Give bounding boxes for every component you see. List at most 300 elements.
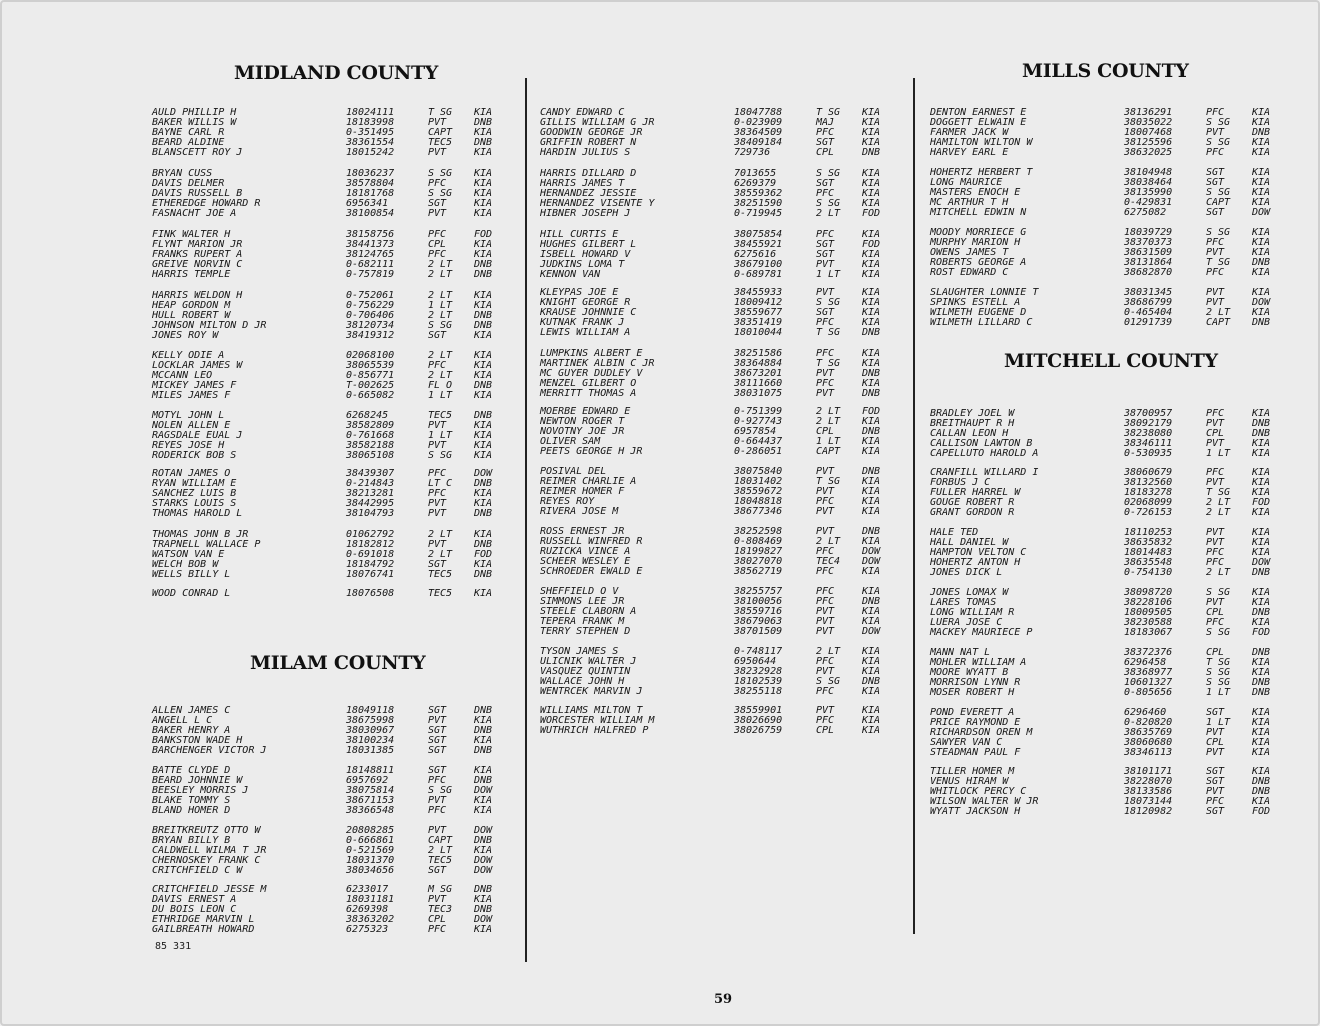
entry-name: HARRIS DILLARD D [540, 168, 637, 179]
entry-group [930, 288, 1290, 328]
entry-name: MOHLER WILLIAM A [930, 657, 1027, 668]
entry-name: MENZEL GILBERT O [540, 378, 637, 389]
entry-serial-number: 38635548 [1124, 557, 1173, 568]
entry-name: BEESLEY MORRIS J [152, 785, 249, 796]
entry-name: ROBERTS GEORGE A [930, 257, 1027, 268]
entry-status: DOW [474, 855, 493, 866]
entry-name: GAILBREATH HOWARD [152, 924, 255, 935]
entry-status: KIA [862, 358, 881, 369]
entry-name: GOODWIN GEORGE JR [540, 127, 643, 138]
entry-name: BEARD ALDINE [152, 137, 225, 148]
entry-status: KIA [1252, 107, 1271, 118]
entry-status: KIA [474, 330, 493, 341]
entry-name: TERRY STEPHEN D [540, 626, 631, 637]
entry-serial-number: 38111660 [734, 378, 783, 389]
entry-status: DNB [474, 745, 493, 756]
entry-rank: PFC [1206, 408, 1225, 419]
entry-serial-number: 18184792 [346, 559, 395, 570]
entry-name: JOHNSON MILTON D JR [152, 320, 267, 331]
entry-serial-number: 0-521569 [346, 845, 395, 856]
entry-name: PEETS GEORGE H JR [540, 446, 643, 457]
entry-group [152, 589, 512, 599]
entry-status: DOW [1252, 297, 1271, 308]
entry-name: JONES ROY W [152, 330, 219, 341]
entry-name: CHERNOSKEY FRANK C [152, 855, 261, 866]
entry-serial-number: 18031402 [734, 476, 783, 487]
entry-serial-number: 18073144 [1124, 796, 1173, 807]
entry-serial-number: 18009505 [1124, 607, 1173, 618]
entry-rank: SGT [816, 137, 835, 148]
entry-status: KIA [862, 249, 881, 260]
roster-entry [930, 148, 1290, 158]
entry-name: HOHERTZ HERBERT T [930, 167, 1033, 178]
entry-rank: SGT [428, 765, 447, 776]
entry-rank: PVT [816, 526, 835, 537]
entry-rank: T SG [1206, 657, 1231, 668]
entry-status: DNB [1252, 428, 1271, 439]
entry-serial-number: 38559672 [734, 486, 783, 497]
page-number: 59 [714, 992, 733, 1007]
entry-rank: PVT [816, 466, 835, 477]
entry-group [930, 648, 1290, 698]
entry-status: KIA [1252, 537, 1271, 548]
roster-entry [930, 208, 1290, 218]
entry-serial-number: 38441373 [346, 239, 395, 250]
entry-rank: 2 LT [816, 406, 841, 417]
entry-name: TEPERA FRANK M [540, 616, 625, 627]
entry-group [152, 108, 512, 158]
entry-rank: T SG [816, 327, 841, 338]
entry-name: FARMER JACK W [930, 127, 1009, 138]
roster-entry [540, 487, 900, 497]
entry-name: DENTON EARNEST E [930, 107, 1027, 118]
entry-serial-number: 38701509 [734, 626, 783, 637]
entry-serial-number: 6296458 [1124, 657, 1167, 668]
entry-serial-number: 18007468 [1124, 127, 1173, 138]
entry-name: RUZICKA VINCE A [540, 546, 631, 557]
entry-rank: PVT [1206, 727, 1225, 738]
entry-serial-number: 6268245 [346, 410, 389, 421]
entry-rank: SGT [1206, 177, 1225, 188]
entry-serial-number: T-002625 [346, 380, 395, 391]
entry-name: BLAKE TOMMY S [152, 795, 231, 806]
entry-name: AULD PHILLIP H [152, 107, 237, 118]
entry-status: DNB [474, 380, 493, 391]
entry-serial-number: 38419312 [346, 330, 395, 341]
entry-rank: PFC [1206, 796, 1225, 807]
entry-rank: PVT [428, 498, 447, 509]
entry-status: DNB [474, 269, 493, 280]
entry-status: DNB [1252, 647, 1271, 658]
entry-serial-number: 18039729 [1124, 227, 1173, 238]
entry-rank: 2 LT [428, 370, 453, 381]
entry-serial-number: 0-754130 [1124, 567, 1173, 578]
entry-name: DAVIS RUSSELL B [152, 188, 243, 199]
entry-name: DU BOIS LEON C [152, 904, 237, 915]
entry-group [540, 108, 900, 158]
entry-serial-number: 38065108 [346, 450, 395, 461]
entry-status: KIA [862, 107, 881, 118]
entry-status: FOD [474, 229, 493, 240]
entry-name: FRANKS RUPERT A [152, 249, 243, 260]
entry-status: KIA [474, 498, 493, 509]
entry-rank: SGT [816, 239, 835, 250]
entry-name: GRANT GORDON R [930, 507, 1015, 518]
entry-serial-number: 18010044 [734, 327, 783, 338]
entry-serial-number: 38133586 [1124, 786, 1173, 797]
entry-status: KIA [474, 924, 493, 935]
entry-status: DNB [862, 596, 881, 607]
entry-rank: PVT [816, 606, 835, 617]
entry-status: KIA [862, 476, 881, 487]
entry-rank: PVT [816, 626, 835, 637]
entry-rank: T SG [1206, 487, 1231, 498]
entry-status: KIA [1252, 147, 1271, 158]
entry-rank: 2 LT [428, 310, 453, 321]
entry-status: KIA [862, 606, 881, 617]
entry-status: KIA [1252, 187, 1271, 198]
entry-serial-number: 38035022 [1124, 117, 1173, 128]
entry-status: KIA [1252, 237, 1271, 248]
entry-status: KIA [474, 290, 493, 301]
entry-name: POSIVAL DEL [540, 466, 607, 477]
entry-status: DNB [474, 725, 493, 736]
entry-status: KIA [862, 436, 881, 447]
entry-serial-number: 38230588 [1124, 617, 1173, 628]
entry-rank: SGT [428, 725, 447, 736]
entry-status: KIA [474, 188, 493, 199]
entry-rank: PVT [1206, 438, 1225, 449]
entry-rank: S SG [816, 198, 841, 209]
entry-rank: PVT [428, 208, 447, 219]
entry-serial-number: 38092179 [1124, 418, 1173, 429]
entry-status: KIA [1252, 587, 1271, 598]
entry-name: HARRIS TEMPLE [152, 269, 231, 280]
entry-serial-number: 0-666861 [346, 835, 395, 846]
entry-name: BANKSTON WADE H [152, 735, 243, 746]
entry-rank: LT C [428, 478, 453, 489]
entry-status: KIA [862, 178, 881, 189]
entry-name: FINK WALTER H [152, 229, 231, 240]
entry-name: WILMETH EUGENE D [930, 307, 1027, 318]
entry-group [930, 767, 1290, 817]
entry-name: BRADLEY JOEL W [930, 408, 1015, 419]
entry-name: MASTERS ENOCH E [930, 187, 1021, 198]
entry-serial-number: 0-751399 [734, 406, 783, 417]
entry-serial-number: 38346111 [1124, 438, 1173, 449]
entry-rank: TEC5 [428, 588, 453, 599]
entry-serial-number: 18199827 [734, 546, 783, 557]
entry-serial-number: 38635769 [1124, 727, 1173, 738]
entry-status: DNB [474, 478, 493, 489]
entry-status: DNB [862, 327, 881, 338]
entry-name: SCHROEDER EWALD E [540, 566, 643, 577]
entry-name: LONG MAURICE [930, 177, 1003, 188]
entry-rank: S SG [1206, 227, 1231, 238]
entry-status: KIA [862, 705, 881, 716]
entry-rank: TEC4 [816, 556, 841, 567]
entry-status: FOD [1252, 627, 1271, 638]
entry-status: KIA [862, 287, 881, 298]
entry-serial-number: 18102539 [734, 676, 783, 687]
entry-serial-number: 38671153 [346, 795, 395, 806]
entry-rank: PVT [1206, 597, 1225, 608]
entry-name: LARES TOMAS [930, 597, 997, 608]
entry-status: DOW [862, 626, 881, 637]
entry-status: KIA [474, 894, 493, 905]
entry-rank: SGT [816, 249, 835, 260]
entry-rank: 1 LT [428, 430, 453, 441]
entry-name: STEELE CLABORN A [540, 606, 637, 617]
entry-status: KIA [862, 348, 881, 359]
entry-status: DNB [474, 835, 493, 846]
entry-group [540, 169, 900, 219]
entry-rank: PVT [428, 440, 447, 451]
entry-status: DNB [474, 310, 493, 321]
entry-name: MOERBE EDWARD E [540, 406, 631, 417]
entry-name: POND EVERETT A [930, 707, 1015, 718]
entry-serial-number: 38559362 [734, 188, 783, 199]
entry-status: DNB [862, 526, 881, 537]
entry-name: MCCANN LEO [152, 370, 213, 381]
entry-status: KIA [862, 168, 881, 179]
entry-rank: 1 LT [1206, 717, 1231, 728]
entry-name: WOOD CONRAD L [152, 588, 231, 599]
entry-serial-number: 0-691018 [346, 549, 395, 560]
entry-name: THOMAS JOHN B JR [152, 529, 249, 540]
entry-rank: 2 LT [1206, 507, 1231, 518]
entry-serial-number: 38632025 [1124, 147, 1173, 158]
roster-entry [152, 331, 512, 341]
entry-serial-number: 0-286051 [734, 446, 783, 457]
entry-serial-number: 18148811 [346, 765, 395, 776]
entry-name: STEADMAN PAUL F [930, 747, 1021, 758]
entry-serial-number: 729736 [734, 147, 771, 158]
entry-rank: SGT [816, 178, 835, 189]
midland-county-heading: MIDLAND COUNTY [234, 62, 439, 84]
entry-serial-number: 38255757 [734, 586, 783, 597]
roster-entry [152, 806, 512, 816]
entry-serial-number: 38351419 [734, 317, 783, 328]
entry-status: KIA [1252, 227, 1271, 238]
entry-rank: S SG [1206, 187, 1231, 198]
entry-name: GILLIS WILLIAM G JR [540, 117, 655, 128]
entry-rank: 2 LT [428, 259, 453, 270]
entry-serial-number: 38255118 [734, 686, 783, 697]
entry-name: CALLAN LEON H [930, 428, 1009, 439]
entry-rank: PVT [816, 506, 835, 517]
entry-name: BAYNE CARL R [152, 127, 225, 138]
entry-status: KIA [474, 529, 493, 540]
entry-serial-number: 38559716 [734, 606, 783, 617]
entry-serial-number: 38439307 [346, 468, 395, 479]
entry-rank: S SG [1206, 587, 1231, 598]
roster-entry [152, 570, 512, 580]
entry-serial-number: 38038464 [1124, 177, 1173, 188]
entry-name: DAVIS DELMER [152, 178, 225, 189]
entry-rank: PFC [1206, 617, 1225, 628]
entry-name: OLIVER SAM [540, 436, 601, 447]
entry-name: FORBUS J C [930, 477, 991, 488]
entry-serial-number: 38101171 [1124, 766, 1173, 777]
entry-status: KIA [474, 178, 493, 189]
roster-entry [540, 687, 900, 697]
entry-status: KIA [474, 370, 493, 381]
entry-status: KIA [1252, 267, 1271, 278]
entry-rank: CAPT [816, 446, 841, 457]
entry-serial-number: 18014483 [1124, 547, 1173, 558]
entry-rank: PFC [428, 360, 447, 371]
entry-status: KIA [1252, 448, 1271, 459]
entry-name: STARKS LOUIS S [152, 498, 237, 509]
entry-serial-number: 38098720 [1124, 587, 1173, 598]
entry-status: KIA [1252, 477, 1271, 488]
entry-rank: PVT [816, 368, 835, 379]
entry-name: ROTAN JAMES O [152, 468, 231, 479]
entry-status: KIA [474, 350, 493, 361]
entry-status: KIA [862, 259, 881, 270]
entry-status: KIA [862, 188, 881, 199]
entry-name: HARVEY EARL E [930, 147, 1009, 158]
entry-name: VENUS HIRAM W [930, 776, 1009, 787]
entry-name: LUMPKINS ALBERT E [540, 348, 643, 359]
entry-rank: PVT [1206, 477, 1225, 488]
entry-serial-number: 0-664437 [734, 436, 783, 447]
entry-rank: SGT [816, 307, 835, 318]
entry-name: BARCHENGER VICTOR J [152, 745, 267, 756]
entry-rank: PFC [1206, 237, 1225, 248]
entry-status: KIA [474, 735, 493, 746]
entry-rank: PVT [428, 825, 447, 836]
entry-rank: S SG [1206, 677, 1231, 688]
entry-rank: PVT [428, 117, 447, 128]
entry-serial-number: 38075840 [734, 466, 783, 477]
entry-serial-number: 6296460 [1124, 707, 1167, 718]
entry-name: BRYAN BILLY B [152, 835, 231, 846]
entry-serial-number: 38238080 [1124, 428, 1173, 439]
entry-serial-number: 0-820820 [1124, 717, 1173, 728]
entry-group [930, 108, 1290, 158]
entry-status: KIA [862, 616, 881, 627]
entry-rank: PFC [428, 249, 447, 260]
entry-status: KIA [1252, 617, 1271, 628]
entry-name: HARDIN JULIUS S [540, 147, 631, 158]
roster-entry [930, 748, 1290, 758]
entry-status: KIA [862, 486, 881, 497]
entry-status: KIA [862, 686, 881, 697]
entry-name: GREIVE NORVIN C [152, 259, 243, 270]
entry-serial-number: 38104793 [346, 508, 395, 519]
entry-rank: SGT [1206, 167, 1225, 178]
entry-status: KIA [1252, 247, 1271, 258]
footnote-code: 85 331 [155, 941, 192, 952]
entry-name: CALDWELL WILMA T JR [152, 845, 267, 856]
entry-group [540, 467, 900, 517]
roster-entry [540, 507, 900, 517]
entry-status: DOW [1252, 557, 1271, 568]
entry-rank: SGT [428, 705, 447, 716]
entry-name: MURPHY MARION H [930, 237, 1021, 248]
entry-serial-number: 38346113 [1124, 747, 1173, 758]
entry-serial-number: 38686799 [1124, 297, 1173, 308]
entry-rank: PFC [816, 566, 835, 577]
entry-status: FOD [862, 208, 881, 219]
entry-name: DAVIS ERNEST A [152, 894, 237, 905]
entry-serial-number: 0-465404 [1124, 307, 1173, 318]
entry-rank: PFC [816, 127, 835, 138]
entry-serial-number: 38026759 [734, 725, 783, 736]
entry-serial-number: 38060679 [1124, 467, 1173, 478]
entry-serial-number: 38228070 [1124, 776, 1173, 787]
entry-rank: CPL [428, 239, 447, 250]
entry-name: HAMPTON VELTON C [930, 547, 1027, 558]
entry-name: WILSON WALTER W JR [930, 796, 1039, 807]
entry-name: BEARD JOHNNIE W [152, 775, 243, 786]
entry-status: DNB [1252, 317, 1271, 328]
entry-group [152, 411, 512, 461]
entry-serial-number: 0-856771 [346, 370, 395, 381]
entry-status: DOW [862, 546, 881, 557]
entry-name: HALL DANIEL W [930, 537, 1009, 548]
entry-name: HOHERTZ ANTON H [930, 557, 1021, 568]
entry-status: KIA [1252, 747, 1271, 758]
entry-serial-number: 38104948 [1124, 167, 1173, 178]
entry-serial-number: 6269379 [734, 178, 777, 189]
entry-serial-number: 38559901 [734, 705, 783, 716]
entry-status: KIA [1252, 287, 1271, 298]
entry-name: HIBNER JOSEPH J [540, 208, 631, 219]
entry-rank: PFC [1206, 547, 1225, 558]
entry-serial-number: 6950644 [734, 656, 777, 667]
entry-name: WUTHRICH HALFRED P [540, 725, 649, 736]
entry-name: SHEFFIELD O V [540, 586, 619, 597]
entry-name: ALLEN JAMES C [152, 705, 231, 716]
entry-name: OWENS JAMES T [930, 247, 1009, 258]
entry-name: ROST EDWARD C [930, 267, 1009, 278]
entry-serial-number: 18120982 [1124, 806, 1173, 817]
entry-rank: 2 LT [816, 208, 841, 219]
entry-name: WATSON VAN E [152, 549, 225, 560]
entry-serial-number: 6275082 [1124, 207, 1167, 218]
entry-status: DNB [862, 466, 881, 477]
entry-name: RODERICK BOB S [152, 450, 237, 461]
entry-name: HEAP GORDON M [152, 300, 231, 311]
roster-entry [930, 688, 1290, 698]
entry-serial-number: 38582188 [346, 440, 395, 451]
milam-county-heading: MILAM COUNTY [250, 652, 426, 674]
roster-entry [152, 925, 512, 935]
entry-status: KIA [862, 566, 881, 577]
entry-status: FOD [862, 406, 881, 417]
entry-name: MOORE WYATT B [930, 667, 1009, 678]
entry-name: NEWTON ROGER T [540, 416, 625, 427]
entry-rank: PVT [816, 388, 835, 399]
entry-rank: SGT [1206, 776, 1225, 787]
column-divider [913, 78, 915, 934]
entry-rank: SGT [1206, 806, 1225, 817]
entry-serial-number: 38132560 [1124, 477, 1173, 488]
entry-status: DNB [1252, 607, 1271, 618]
entry-serial-number: 38673201 [734, 368, 783, 379]
entry-status: KIA [474, 559, 493, 570]
entry-rank: 2 LT [816, 416, 841, 427]
entry-serial-number: 38582809 [346, 420, 395, 431]
entry-serial-number: 0-756229 [346, 300, 395, 311]
roster-entry [930, 268, 1290, 278]
entry-serial-number: 0-214843 [346, 478, 395, 489]
entry-name: HULL ROBERT W [152, 310, 231, 321]
entry-serial-number: 0-757819 [346, 269, 395, 280]
